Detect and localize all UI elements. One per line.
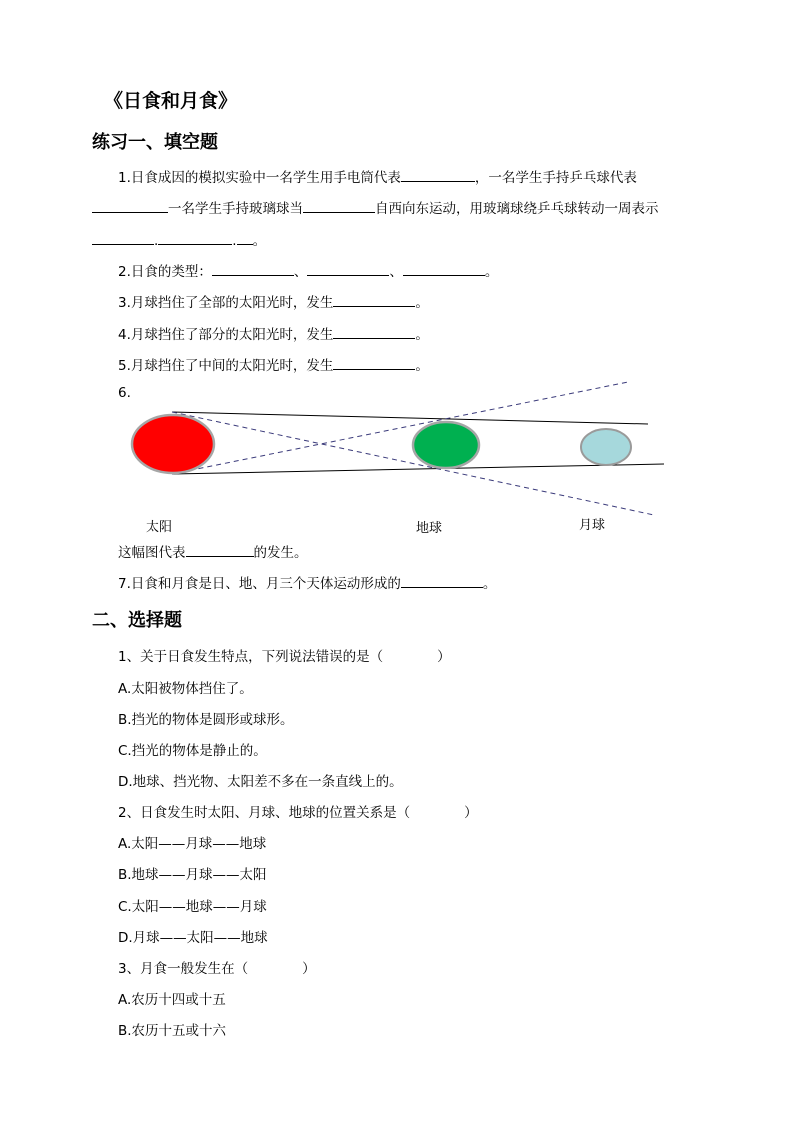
end-mark: 。 (482, 576, 497, 592)
answer-blank[interactable] (333, 326, 415, 339)
penumbra-boundary-line (172, 382, 628, 474)
answer-blank[interactable] (401, 575, 483, 588)
choice-option[interactable]: A.太阳——月球——地球 (118, 836, 267, 852)
answer-blank[interactable] (333, 357, 415, 370)
question-3 (118, 291, 429, 311)
question-4 (118, 323, 429, 343)
question-1-text-b: ，一名学生手持乒乓球代表 (474, 170, 637, 186)
answer-blank[interactable] (186, 544, 254, 557)
end-mark: 。 (415, 358, 429, 374)
end-mark: 。 (415, 327, 429, 343)
eclipse-diagram (120, 378, 680, 518)
choice-option[interactable]: C.挡光的物体是静止的。 (118, 743, 267, 759)
section1-heading: 练习一、填空题 (92, 132, 218, 153)
umbra-boundary-line (172, 464, 664, 474)
choice-option[interactable]: D.月球——太阳——地球 (118, 930, 268, 946)
choice-option[interactable]: B.挡光的物体是圆形或球形。 (118, 712, 294, 728)
separator: 、 (389, 264, 403, 280)
answer-blank[interactable] (237, 232, 253, 245)
question-6-caption (118, 541, 308, 561)
answer-blank[interactable] (212, 263, 294, 276)
question-4-text: 4.月球挡住了部分的太阳光时，发生 (118, 327, 334, 343)
question-1-text-c: 一名学生手持玻璃球当 (168, 201, 303, 217)
moon-shape (581, 429, 631, 465)
separator: 、 (293, 264, 308, 280)
section2-heading: 二、选择题 (92, 610, 182, 631)
choice-option[interactable]: B.地球——月球——太阳 (118, 867, 267, 883)
answer-blank[interactable] (403, 263, 485, 276)
sun-shape (132, 415, 214, 473)
choice-option[interactable]: A.农历十四或十五 (118, 992, 226, 1008)
choice-option[interactable]: C.太阳——地球——月球 (118, 899, 267, 915)
sun-label: 太阳 (146, 520, 173, 535)
question-1-text-g: 。 (252, 233, 267, 249)
question-6-number: 6. (118, 385, 131, 401)
answer-blank[interactable] (92, 200, 168, 213)
answer-blank[interactable] (303, 200, 375, 213)
penumbra-boundary-line (172, 412, 654, 515)
question-1-text-f: . (232, 233, 237, 249)
end-mark: 。 (415, 295, 429, 311)
question-5-text: 5.月球挡住了中间的太阳光时，发生 (118, 358, 334, 374)
question-1-text-a: 1.日食成因的模拟实验中一名学生用手电筒代表 (118, 170, 401, 186)
question-7-text: 7.日食和月食是日、地、月三个天体运动形成的 (118, 576, 401, 592)
answer-blank[interactable] (307, 263, 389, 276)
earth-shape (413, 422, 479, 468)
answer-blank[interactable] (401, 169, 475, 182)
answer-blank[interactable] (92, 232, 154, 245)
caption-text: 的发生。 (253, 545, 308, 561)
answer-blank[interactable] (333, 294, 415, 307)
question-5 (118, 354, 429, 374)
end-mark: 。 (484, 264, 499, 280)
choice-question-stem: 3、月食一般发生在（ ） (118, 961, 316, 977)
question-7 (118, 572, 496, 592)
page-title: 《日食和月食》 (104, 90, 238, 112)
choice-option[interactable]: D.地球、挡光物、太阳差不多在一条直线上的。 (118, 774, 403, 790)
question-3-text: 3.月球挡住了全部的太阳光时，发生 (118, 295, 334, 311)
choice-option[interactable]: A.太阳被物体挡住了。 (118, 681, 253, 697)
question-1-line-1 (118, 166, 637, 186)
question-1-line-3 (92, 229, 266, 249)
caption-text: 这幅图代表 (118, 545, 186, 561)
question-1-line-2 (92, 197, 659, 217)
choice-option[interactable]: B.农历十五或十六 (118, 1023, 227, 1039)
moon-label: 月球 (579, 518, 606, 533)
answer-blank[interactable] (158, 232, 232, 245)
umbra-boundary-line (172, 412, 648, 424)
earth-label: 地球 (416, 521, 443, 536)
choice-question-stem: 2、日食发生时太阳、月球、地球的位置关系是（ ） (118, 805, 478, 821)
question-1-text-d: 自西向东运动，用玻璃球绕乒乓球转动一周表示 (375, 201, 659, 217)
question-1-text-e: . (154, 233, 159, 249)
question-2 (118, 260, 498, 280)
choice-question-stem: 1、关于日食发生特点，下列说法错误的是（ ） (118, 649, 451, 665)
question-2-text: 2.日食的类型： (118, 264, 212, 280)
